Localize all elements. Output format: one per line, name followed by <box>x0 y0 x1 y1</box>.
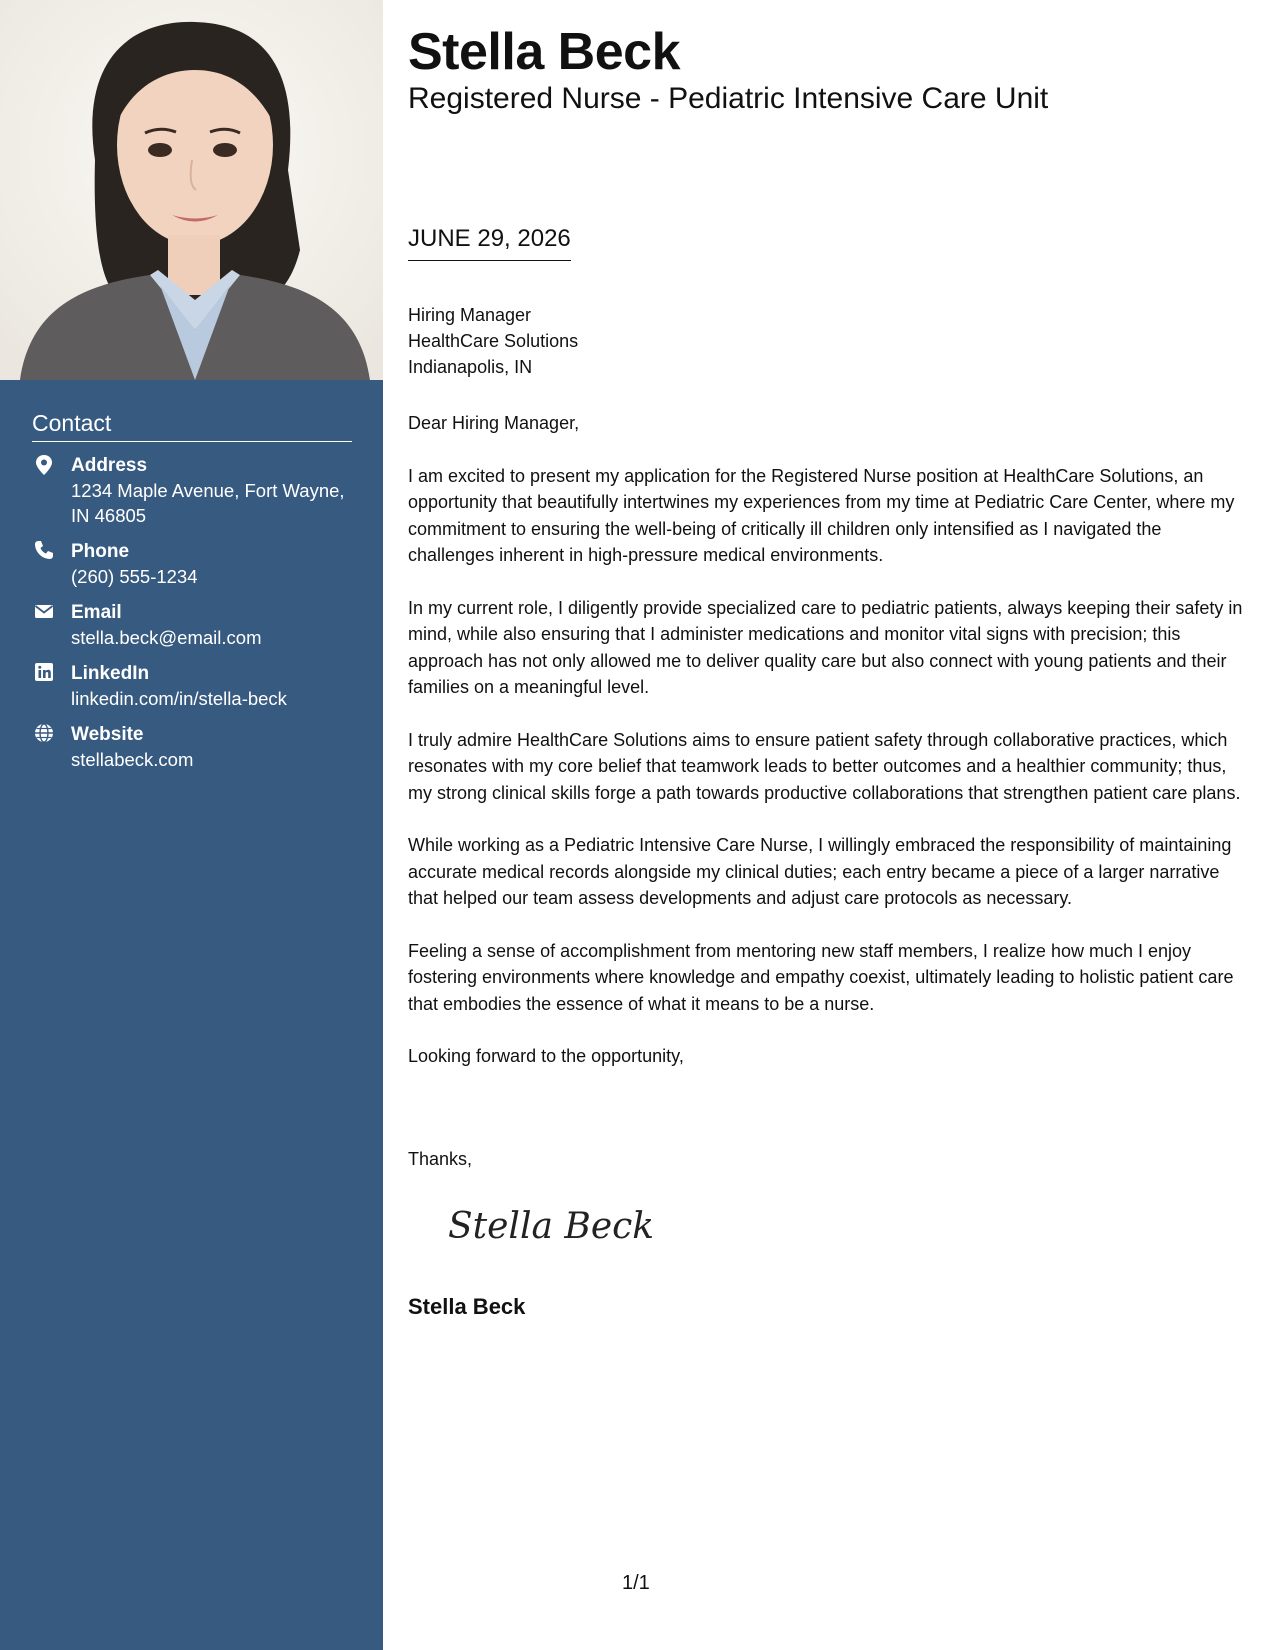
page-number: 1/1 <box>622 1572 650 1594</box>
contact-linkedin <box>32 662 352 711</box>
email-value[interactable]: stella.beck@email.com <box>71 627 262 648</box>
address-label: Address <box>71 455 148 476</box>
paragraph: In my current role, I diligently provide specialized care to pediatric patients, always keeping their safety in mind, while also ensuring that I administer medications and monitor vital signs with precision; this approach has not only allowed me to deliver quality care but also connect with young patients and their families on a meaningful level. <box>408 597 1243 697</box>
website-label: Website <box>71 724 144 745</box>
job-title: Registered Nurse - Pediatric Intensive Care Unit <box>408 82 1049 115</box>
letter-body <box>408 410 1248 1096</box>
profile-photo <box>0 0 383 380</box>
contact-address <box>32 454 352 528</box>
contact-heading: Contact <box>32 410 352 442</box>
paragraph: While working as a Pediatric Intensive Care Nurse, I willingly embraced the responsibility of maintaining accurate medical records alongside my clinical duties; each entry became a piece of a larger narrative that helped our team assess developments and adjust care protocols as necessary. <box>408 835 1232 908</box>
website-value[interactable]: stellabeck.com <box>71 749 194 770</box>
linkedin-value[interactable]: linkedin.com/in/stella-beck <box>71 688 287 709</box>
date-block <box>408 222 571 261</box>
contact-section <box>32 410 352 784</box>
letter-date: JUNE 29, 2026 <box>408 222 571 261</box>
contact-email <box>32 601 352 650</box>
sidebar <box>0 0 383 1650</box>
email-label: Email <box>71 602 122 623</box>
paragraph: I truly admire HealthCare Solutions aims to ensure patient safety through collaborative practices, which resonates with my core belief that teamwork leads to better outcomes and a healthier community; thus, my strong clinical skills forge a path towards productive collaborations that strengthen patient care plans. <box>408 729 1241 803</box>
recipient-location: Indianapolis, IN <box>408 357 533 377</box>
address-value: 1234 Maple Avenue, Fort Wayne, IN 46805 <box>71 480 345 526</box>
closing: Thanks, <box>408 1149 473 1169</box>
phone-value: (260) 555-1234 <box>71 566 198 587</box>
contact-phone <box>32 540 352 589</box>
signer-name: Stella Beck <box>408 1294 526 1319</box>
paragraph: I am excited to present my application for the Registered Nurse position at HealthCare Solutions, an opportunity that beautifully intertwines my experiences from my time at Pediatric Care Center, where my commitment to ensuring the well-being of critically ill children only intensified as I navigated the challenges inherent in high-pressure medical environments. <box>408 465 1235 565</box>
envelope-icon <box>34 601 54 621</box>
map-pin-icon <box>34 454 54 474</box>
paragraph: Looking forward to the opportunity, <box>408 1046 684 1066</box>
globe-icon <box>34 723 54 743</box>
paragraph: Feeling a sense of accomplishment from mentoring new staff members, I realize how much I enjoy fostering environments where knowledge and empathy coexist, ultimately leading to holistic patient care that embodies the essence of what it means to be a nurse. <box>408 940 1234 1014</box>
recipient-title: Hiring Manager <box>408 305 532 325</box>
recipient-block <box>408 302 578 380</box>
linkedin-label: LinkedIn <box>71 663 150 684</box>
phone-label: Phone <box>71 541 130 562</box>
salutation: Dear Hiring Manager, <box>408 413 580 433</box>
contact-website <box>32 723 352 772</box>
linkedin-icon <box>34 662 54 682</box>
applicant-name: Stella Beck <box>408 23 680 81</box>
signature: Stella Beck <box>448 1206 655 1247</box>
recipient-company: HealthCare Solutions <box>408 331 579 351</box>
phone-icon <box>34 540 54 560</box>
main-content <box>408 22 1248 1319</box>
